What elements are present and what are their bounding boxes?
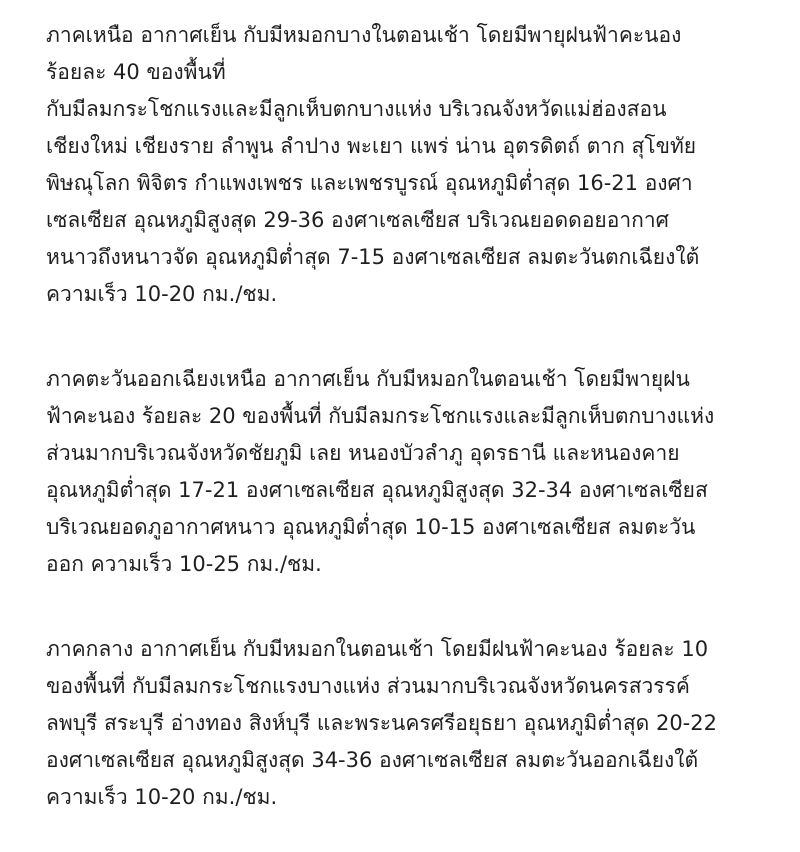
text-line: ความเร็ว 10-20 กม./ชม.: [46, 785, 278, 809]
paragraph-north: [46, 17, 786, 313]
text-line: หนาวถึงหนาวจัด อุณหภูมิต่ำสุด 7-15 องศาเซลเซียส ลมตะวันตกเฉียงใต้: [46, 245, 700, 269]
paragraph-northeast: [46, 361, 786, 583]
text-line: ออก ความเร็ว 10-25 กม./ชม.: [46, 552, 322, 576]
text-line: ของพื้นที่ กับมีลมกระโชกแรงบางแห่ง ส่วนมากบริเวณจังหวัดนครสวรรค์: [46, 674, 690, 698]
text-line: ลพบุรี สระบุรี อ่างทอง สิงห์บุรี และพระนครศรีอยุธยา อุณหภูมิต่ำสุด 20-22: [46, 711, 717, 735]
text-line: ภาคตะวันออกเฉียงเหนือ อากาศเย็น กับมีหมอกในตอนเช้า โดยมีพายุฝน: [46, 367, 690, 391]
text-line: องศาเซลเซียส อุณหภูมิสูงสุด 34-36 องศาเซลเซียส ลมตะวันออกเฉียงใต้: [46, 748, 699, 772]
text-line: อุณหภูมิต่ำสุด 17-21 องศาเซลเซียส อุณหภูมิสูงสุด 32-34 องศาเซลเซียส: [46, 478, 708, 502]
text-line: พิษณุโลก พิจิตร กำแพงเพชร และเพชรบูรณ์ อุณหภูมิต่ำสุด 16-21 องศา: [46, 171, 693, 195]
text-line: กับมีลมกระโชกแรงและมีลูกเห็บตกบางแห่ง บริเวณจังหวัดแม่ฮ่องสอน: [46, 97, 667, 121]
text-line: ฟ้าคะนอง ร้อยละ 20 ของพื้นที่ กับมีลมกระโชกแรงและมีลูกเห็บตกบางแห่ง: [46, 404, 715, 428]
text-line: ความเร็ว 10-20 กม./ชม.: [46, 282, 278, 306]
text-line: ภาคกลาง อากาศเย็น กับมีหมอกในตอนเช้า โดยมีฝนฟ้าคะนอง ร้อยละ 10: [46, 637, 709, 661]
weather-article: [46, 17, 786, 816]
paragraph-spacer: [46, 313, 786, 361]
text-line: เซลเซียส อุณหภูมิสูงสุด 29-36 องศาเซลเซียส บริเวณยอดดอยอากาศ: [46, 208, 669, 232]
paragraph-spacer: [46, 583, 786, 631]
text-line: เชียงใหม่ เชียงราย ลำพูน ลำปาง พะเยา แพร่ น่าน อุตรดิตถ์ ตาก สุโขทัย: [46, 134, 697, 158]
paragraph-central: [46, 631, 786, 816]
text-line: ภาคเหนือ อากาศเย็น กับมีหมอกบางในตอนเช้า โดยมีพายุฝนฟ้าคะนอง: [46, 23, 682, 47]
text-line: ส่วนมากบริเวณจังหวัดชัยภูมิ เลย หนองบัวลำภู อุดรธานี และหนองคาย: [46, 441, 680, 465]
text-line: ร้อยละ 40 ของพื้นที่: [46, 60, 226, 84]
text-line: บริเวณยอดภูอากาศหนาว อุณหภูมิต่ำสุด 10-15 องศาเซลเซียส ลมตะวัน: [46, 515, 696, 539]
